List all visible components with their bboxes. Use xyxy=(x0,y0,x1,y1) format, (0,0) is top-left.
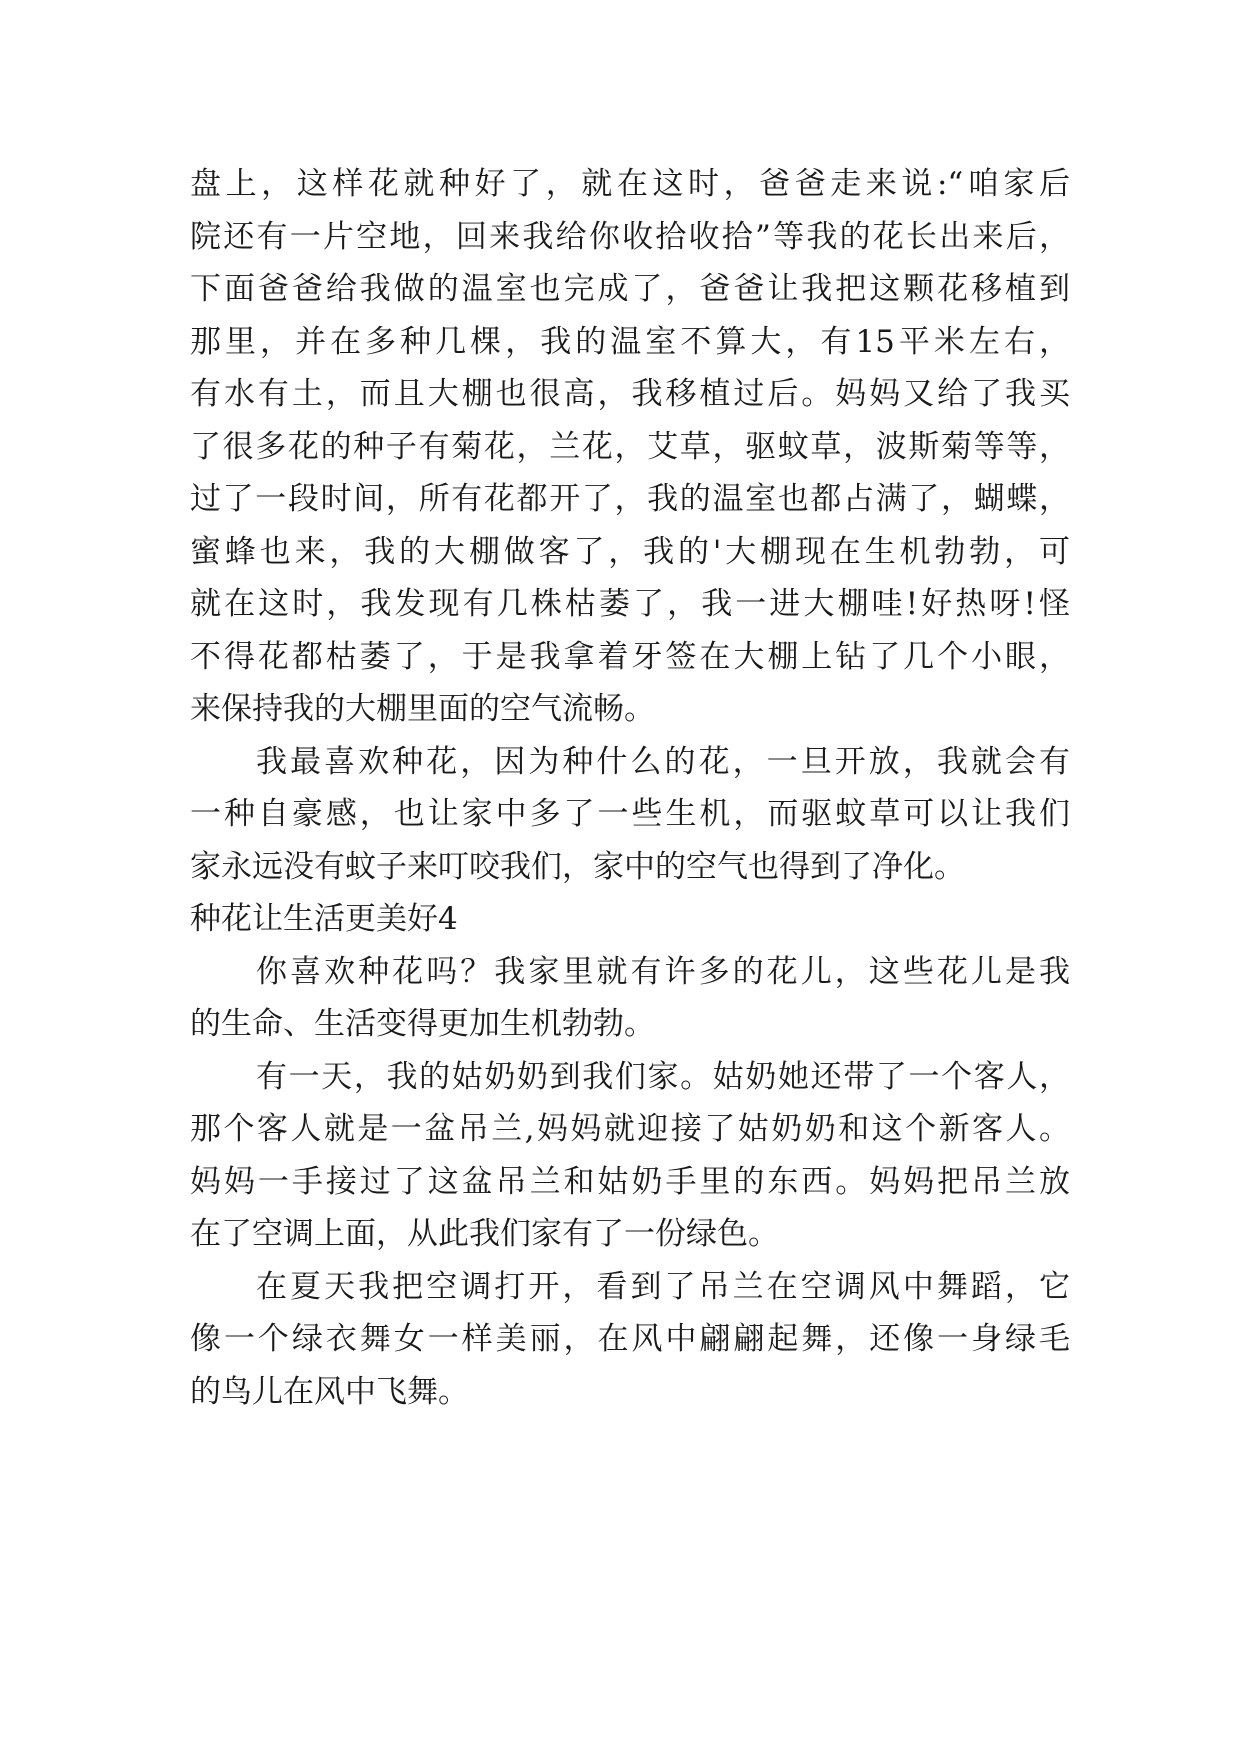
text-line: 在了空调上面，从此我们家有了一份绿色。 xyxy=(190,1216,779,1252)
text-line: 那个客人就是一盆吊兰,妈妈就迎接了姑奶奶和这个新客人。 xyxy=(190,1111,1070,1147)
text-line: 那里，并在多种几棵，我的温室不算大，有15平米左右， xyxy=(190,323,1070,360)
document-body xyxy=(190,158,1070,1418)
text-line: 妈妈一手接过了这盆吊兰和姑奶手里的东西。妈妈把吊兰放 xyxy=(190,1163,1070,1200)
paragraph-5 xyxy=(190,1261,1070,1419)
text-line: 了很多花的种子有菊花，兰花，艾草，驱蚊草，波斯菊等等， xyxy=(190,428,1070,465)
paragraph-2 xyxy=(190,736,1070,894)
text-line: 的鸟儿在风中飞舞。 xyxy=(190,1373,469,1410)
text-line: 过了一段时间，所有花都开了，我的温室也都占满了，蝴蝶， xyxy=(190,481,1070,517)
text-line: 在夏天我把空调打开，看到了吊兰在空调风中舞蹈，它 xyxy=(256,1268,1070,1305)
text-line: 有一天，我的姑奶奶到我们家。姑奶她还带了一个客人， xyxy=(256,1058,1070,1095)
paragraph-4 xyxy=(190,1051,1070,1261)
text-line: 你喜欢种花吗？我家里就有许多的花儿，这些花儿是我 xyxy=(256,953,1070,990)
text-line: 蜜蜂也来，我的大棚做客了，我的'大棚现在生机勃勃，可 xyxy=(190,533,1070,570)
text-line: 像一个绿衣舞女一样美丽，在风中翩翩起舞，还像一身绿毛 xyxy=(190,1321,1070,1357)
text-line: 家永远没有蚊子来叮咬我们，家中的空气也得到了净化。 xyxy=(190,848,965,885)
text-line: 我最喜欢种花，因为种什么的花，一旦开放，我就会有 xyxy=(256,743,1070,780)
section-heading xyxy=(190,893,1070,946)
text-line: 来保持我的大棚里面的空气流畅。 xyxy=(190,691,655,727)
text-line: 的生命、生活变得更加生机勃勃。 xyxy=(190,1006,655,1042)
text-line: 有水有土，而且大棚也很高，我移植过后。妈妈又给了我买 xyxy=(190,376,1070,412)
text-line: 一种自豪感，也让家中多了一些生机，而驱蚊草可以让我们 xyxy=(190,796,1070,832)
paragraph-3 xyxy=(190,946,1070,1051)
text-line: 盘上，这样花就种好了，就在这时，爸爸走来说:“咱家后 xyxy=(190,166,1070,202)
text-line: 下面爸爸给我做的温室也完成了，爸爸让我把这颗花移植到 xyxy=(190,271,1070,307)
paragraph-1 xyxy=(190,158,1070,736)
heading-text: 种花让生活更美好4 xyxy=(190,901,458,937)
text-line: 不得花都枯萎了，于是我拿着牙签在大棚上钻了几个小眼， xyxy=(190,638,1070,675)
text-line: 院还有一片空地，回来我给你收拾收拾”等我的花长出来后， xyxy=(190,218,1070,255)
text-line: 就在这时，我发现有几株枯萎了，我一进大棚哇!好热呀!怪 xyxy=(190,586,1070,622)
